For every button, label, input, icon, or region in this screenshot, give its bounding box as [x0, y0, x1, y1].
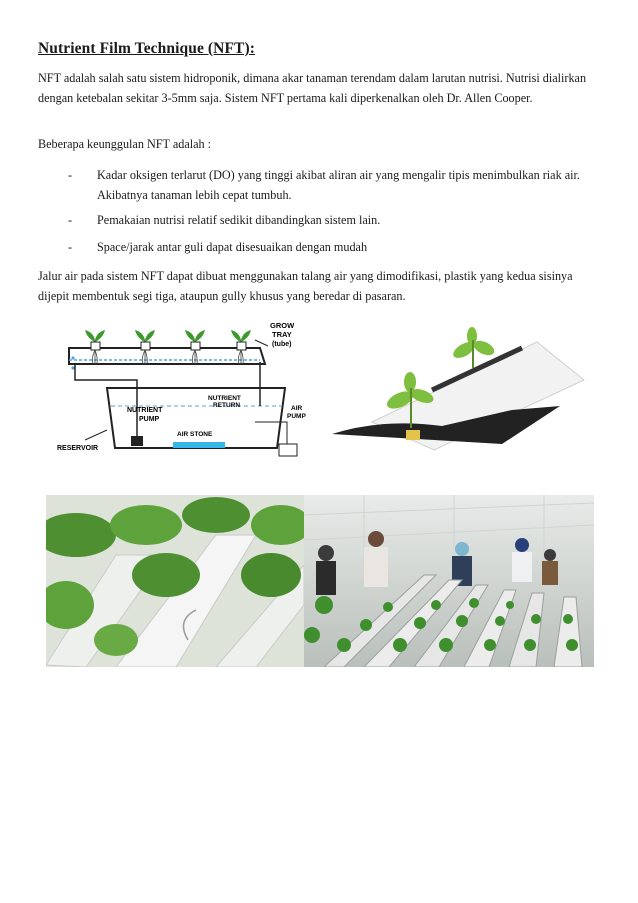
gully-svg [322, 322, 590, 458]
label-tray: TRAY [272, 330, 292, 339]
lettuce-head [110, 505, 182, 545]
label-air-pump-1: AIR [291, 405, 303, 412]
label-air-pump-2: PUMP [287, 413, 306, 420]
lettuce-head [94, 624, 138, 656]
person-icon [542, 549, 558, 585]
person-icon [316, 545, 336, 595]
label-air-stone: AIR STONE [177, 431, 213, 438]
roots-group [92, 350, 243, 364]
gully-channel-illustration [322, 322, 590, 458]
bullet-dash: - [68, 168, 73, 182]
lettuce-head [182, 497, 250, 533]
nutrient-pump [131, 436, 143, 446]
bullet-dash: - [68, 240, 73, 254]
drip-icon [71, 366, 74, 369]
outro-paragraph: Jalur air pada sistem NFT dapat dibuat menggunakan talang air yang dimodifikasi, plastik yang kedua sisinya dijepit membentuk segi tiga, ataupun gully khusus yang beredar di pasaran. [38, 269, 573, 303]
air-pump [279, 444, 297, 456]
advantage-text: Pemakaian nutrisi relatif sedikit dibandingkan sistem lain. [97, 213, 381, 227]
label-nutrient-return-2: RETURN [213, 402, 241, 409]
air-line [255, 422, 287, 444]
greenhouse-photo [304, 495, 594, 667]
label-nutrient-pump-1: NUTRIENT [127, 407, 163, 414]
lettuce-channel-photo [46, 495, 304, 667]
label-tube: (tube) [272, 341, 292, 348]
nft-diagram-svg [55, 318, 313, 460]
intro-paragraph: NFT adalah salah satu sistem hidroponik, dimana akar tanaman terendam dalam larutan nutrisi. Nutrisi dialirkan dengan ketebalan sekitar 3-5mm saja. Sistem NFT pertama kali diperkenalkan oleh Dr. Allen Cooper. [38, 71, 587, 105]
greenhouse-photo-svg [304, 495, 594, 667]
label-nutrient-pump-2: PUMP [139, 416, 160, 423]
air-stone [173, 442, 225, 448]
growing-cube [406, 430, 420, 440]
advantage-text: Kadar oksigen terlarut (DO) yang tinggi akibat aliran air yang mengalir tipis menimbulkan riak air. Akibatnya tanaman lebih cepat tumbuh. [97, 168, 580, 202]
label-nutrient-return-1: NUTRIENT [208, 395, 241, 402]
label-grow: GROW [270, 321, 295, 330]
advantage-text: Space/jarak antar guli dapat disesuaikan dengan mudah [97, 240, 368, 254]
supply-pipe [75, 364, 137, 436]
drip-icon [71, 356, 74, 359]
lettuce-head [132, 553, 200, 597]
lettuce-photo-svg [46, 495, 304, 667]
bullet-dash: - [68, 213, 73, 227]
arrow-icon [255, 340, 268, 346]
label-reservoir: RESERVOIR [57, 445, 99, 452]
nft-system-diagram [55, 318, 313, 460]
arrow-icon [85, 430, 107, 440]
lettuce-head [241, 553, 301, 597]
advantages-heading: Beberapa keunggulan NFT adalah : [38, 137, 212, 151]
page-title: Nutrient Film Technique (NFT): [38, 40, 255, 57]
